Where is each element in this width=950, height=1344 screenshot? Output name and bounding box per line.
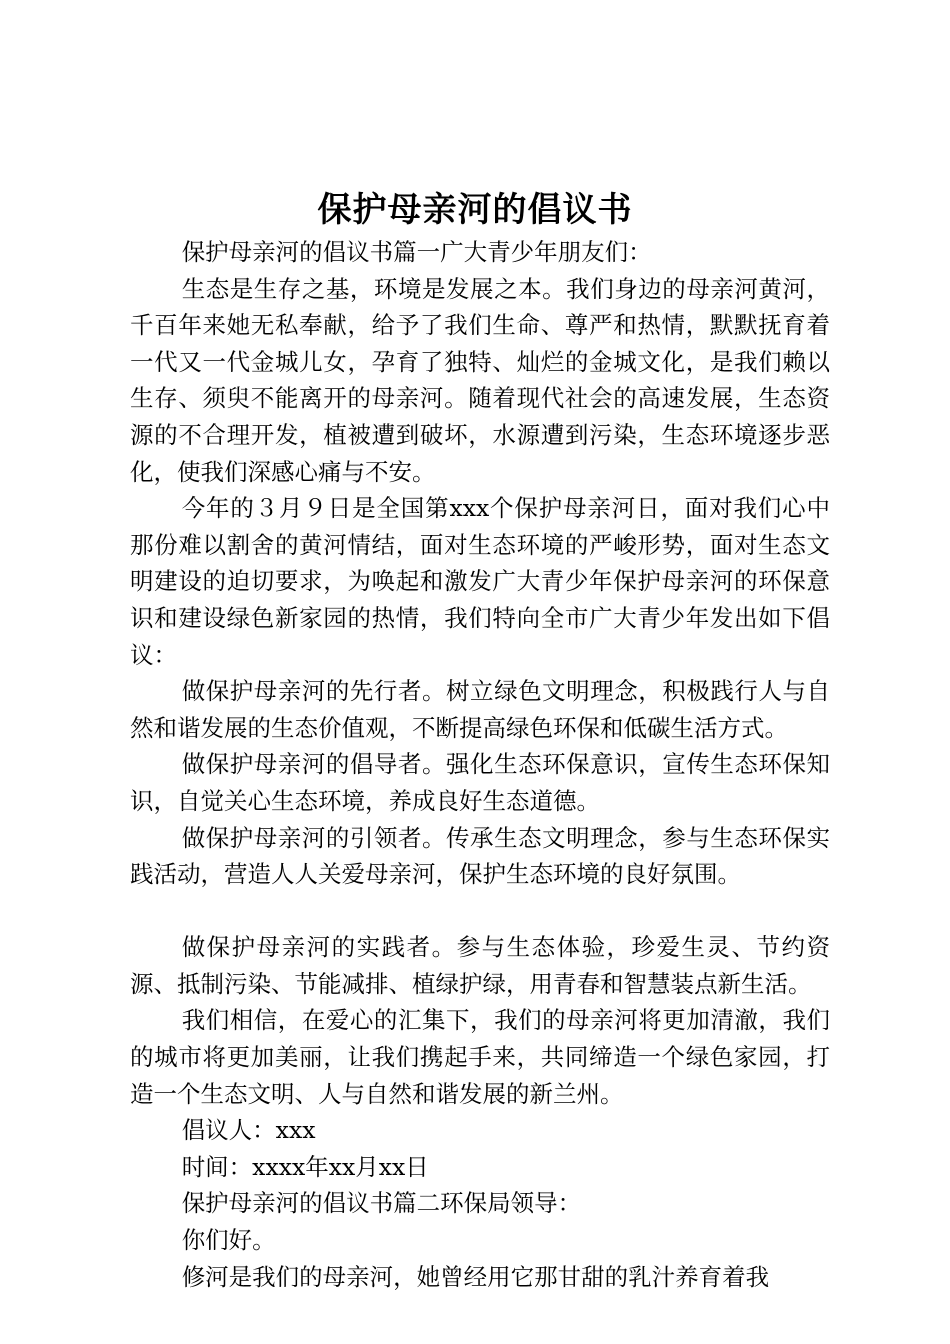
paragraph-ecology: 生态是生存之基，环境是发展之本。我们身边的母亲河黄河，千百年来她无私奉献，给予了我们生命、尊严和热情，默默抚育着一代又一代金城儿女，孕育了独特、灿烂的金城文化，是我们赖以生存、须臾不能离开的母亲河。随着现代社会的高速发展，生态资源的不合理开发，植被遭到破坏，水源遭到污染，生态环境逐步恶化，使我们深感心痛与不安。 bbox=[130, 274, 830, 486]
paragraph-advocate: 做保护母亲河的倡导者。强化生态环保意识，宣传生态环保知识，自觉关心生态环境，养成良好生态道德。 bbox=[130, 750, 830, 815]
document-body bbox=[130, 234, 830, 1295]
paragraph-intro-salutation: 保护母亲河的倡议书篇一广大青少年朋友们： bbox=[181, 238, 652, 266]
paragraph-river-day: 今年的３月９日是全国第xxx个保护母亲河日，面对我们心中那份难以割舍的黄河情结，面对生态环境的严峻形势，面对生态文明建设的迫切要求，为唤起和激发广大青少年保护母亲河的环保意识和建设绿色新家园的热情，我们特向全市广大青少年发出如下倡议： bbox=[130, 494, 830, 669]
paragraph-practitioner: 做保护母亲河的实践者。参与生态体验，珍爱生灵、节约资源、抵制污染、节能减排、植绿护绿，用青春和智慧装点新生活。 bbox=[130, 933, 830, 998]
paragraph-leader: 做保护母亲河的引领者。传承生态文明理念，参与生态环保实践活动，营造人人关爱母亲河，保护生态环境的良好氛围。 bbox=[130, 823, 830, 889]
signature-date: 时间：xxxx年xx月xx日 bbox=[181, 1152, 429, 1181]
signature-initiator: 倡议人：xxx bbox=[181, 1116, 316, 1145]
paragraph-xiuhe: 修河是我们的母亲河，她曾经用它那甘甜的乳汁养育着我 bbox=[181, 1262, 770, 1291]
paragraph-belief: 我们相信，在爱心的汇集下，我们的母亲河将更加清澈，我们的城市将更加美丽，让我们携起手来，共同缔造一个绿色家园，打造一个生态文明、人与自然和谐发展的新兰州。 bbox=[130, 1006, 830, 1108]
paragraph-greeting: 你们好。 bbox=[181, 1226, 276, 1255]
document-title: 保护母亲河的倡议书 bbox=[317, 190, 633, 230]
paragraph-pioneer: 做保护母亲河的先行者。树立绿色文明理念，积极践行人与自然和谐发展的生态价值观，不断提高绿色环保和低碳生活方式。 bbox=[130, 677, 830, 742]
paragraph-part-two-salutation: 保护母亲河的倡议书篇二环保局领导： bbox=[181, 1189, 582, 1218]
